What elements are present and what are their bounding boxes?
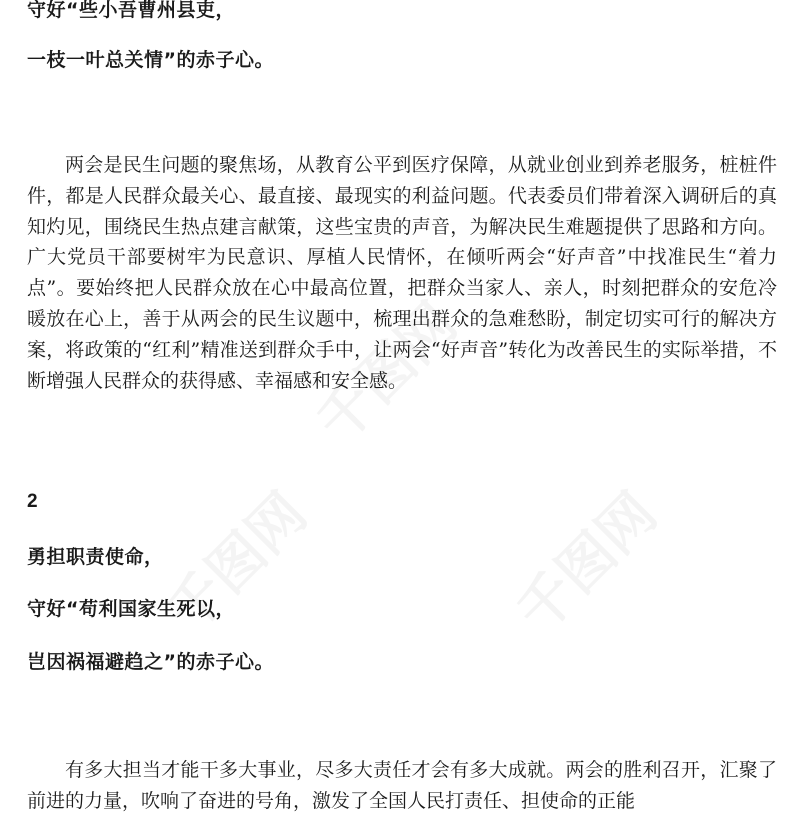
section1-paragraph: 两会是民生问题的聚焦场，从教育公平到医疗保障，从就业创业到养老服务，桩桩件件，都是人民群众最关心、最直接、最现实的利益问题。代表委员们带着深入调研后的真知灼见，围绕民生热点建言献策，这些宝贵的声音，为解决民生难题提供了思路和方向。广大党员干部要树牢为民意识、厚植人民情怀，在倾听两会“好声音”中找准民生“着力点”。要始终把人民群众放在心中最高位置，把群众当家人、亲人，时刻把群众的安危冷暖放在心上，善于从两会的民生议题中，梳理出群众的急难愁盼，制定切实可行的解决方案，将政策的“红利”精准送到群众手中，让两会“好声音”转化为改善民生的实际举措，不断增强人民群众的获得感、幸福感和安全感。 (27, 154, 777, 392)
section-number: 2 (27, 491, 39, 512)
watermark (496, 472, 671, 647)
section1-heading-line: 一枝一叶总关情”的赤子心。 (27, 49, 274, 71)
section2-heading-line: 勇担职责使命， (27, 546, 164, 568)
section2-paragraph: 有多大担当才能干多大事业，尽多大责任才会有多大成就。两会的胜利召开，汇聚了前进的力量，吹响了奋进的号角，激发了全国人民打责任、担使命的正能 (27, 759, 777, 812)
watermark (146, 472, 321, 647)
section1-heading-line: 守好“些小吾曹州县吏， (27, 0, 235, 21)
section2-heading-line: 岂因祸福避趋之”的赤子心。 (27, 651, 274, 673)
section2-heading-line: 守好“苟利国家生死以， (27, 598, 235, 620)
